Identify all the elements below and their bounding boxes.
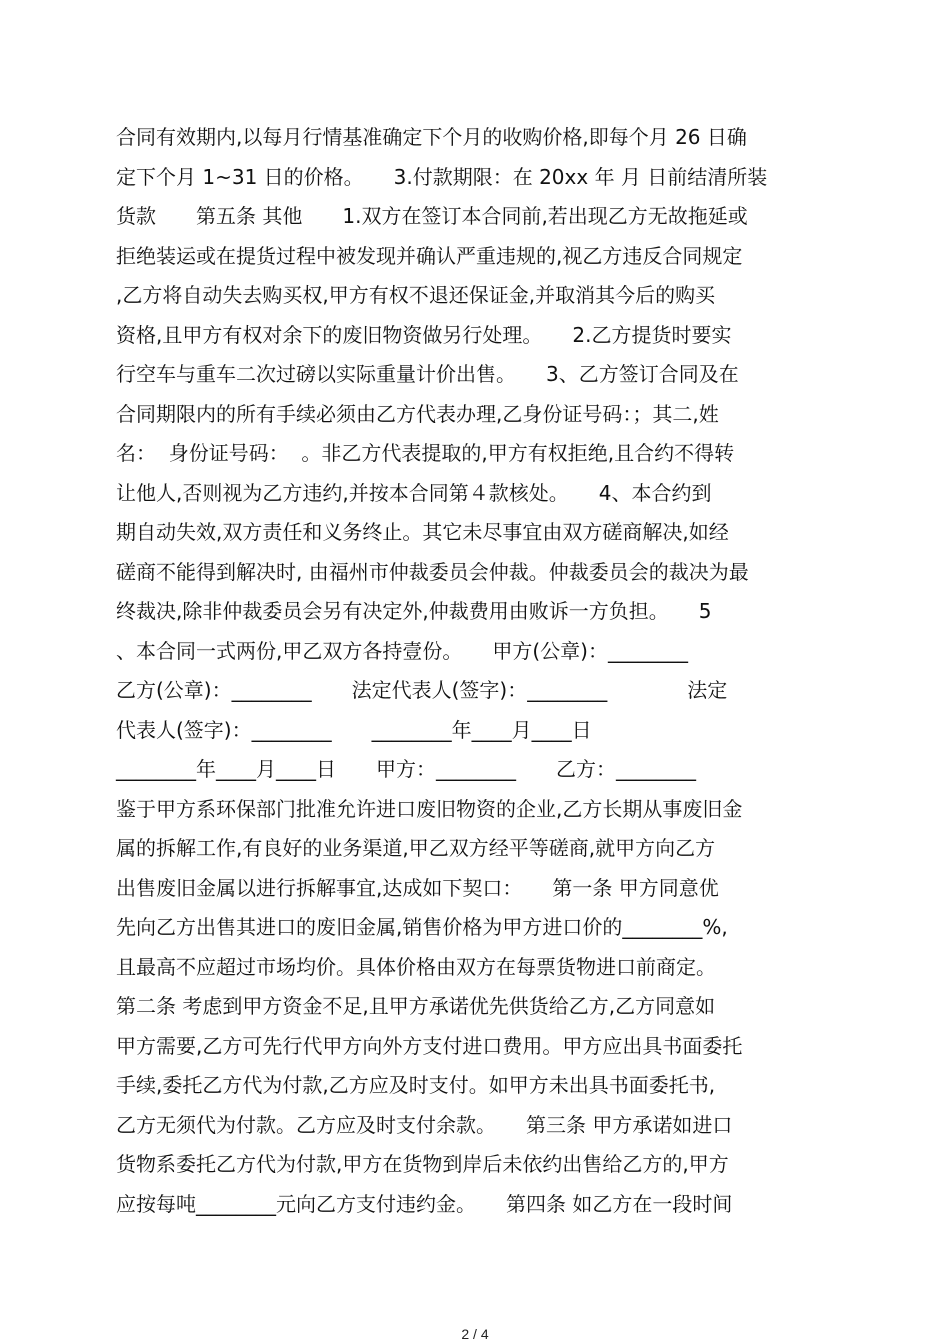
text-line: 乙方无须代为付款。乙方应及时支付余款。 第三条 甲方承诺如进口 — [116, 1112, 733, 1137]
text-line: 合同有效期内,以每月行情基准确定下个月的收购价格,即每个月 26 日确 — [116, 125, 747, 149]
text-line: 应按每吨________元向乙方支付违约金。 第四条 如乙方在一段时间 — [116, 1191, 733, 1216]
text-line: 代表人(签字)：________ ________年____月____日 — [116, 717, 592, 742]
text-line: 期自动失效,双方责任和义务终止。其它未尽事宜由双方磋商解决,如经 — [116, 520, 729, 544]
text-line: ,乙方将自动失去购买权,甲方有权不退还保证金,并取消其今后的购买 — [116, 283, 716, 307]
text-line: ________年____月____日 甲方：________ 乙方：________ — [116, 757, 696, 781]
text-line: 乙方(公章)：________ 法定代表人(签字)：________ 法定 — [116, 678, 728, 702]
page-number: 2 / 4 — [461, 1326, 489, 1342]
text-line: 先向乙方出售其进口的废旧金属,销售价格为甲方进口价的________%, — [116, 915, 728, 939]
text-line: 让他人,否则视为乙方违约,并按本合同第４款核处。 4、本合约到 — [116, 480, 712, 505]
text-line: 资格,且甲方有权对余下的废旧物资做另行处理。 2.乙方提货时要实 — [116, 322, 732, 347]
text-line: 手续,委托乙方代为付款,乙方应及时支付。如甲方未出具书面委托书, — [116, 1073, 716, 1097]
text-line: 合同期限内的所有手续必须由乙方代表办理,乙身份证号码：；其二,姓 — [116, 401, 719, 426]
text-line: 、本合同一式两份,甲乙双方各持壹份。 甲方(公章)：________ — [116, 638, 688, 663]
text-line: 且最高不应超过市场均价。具体价格由双方在每票货物进口前商定。 — [116, 954, 716, 979]
text-line: 鉴于甲方系环保部门批准允许进口废旧物资的企业,乙方长期从事废旧金 — [116, 796, 743, 821]
text-line: 终裁决,除非仲裁委员会另有决定外,仲裁费用由败诉一方负担。 5 — [116, 599, 712, 623]
text-line: 属的拆解工作,有良好的业务渠道,甲乙双方经平等磋商,就甲方向乙方 — [116, 836, 716, 860]
text-line: 拒绝装运或在提货过程中被发现并确认严重违规的,视乙方违反合同规定 — [116, 243, 743, 268]
text-line: 货款 第五条 其他 1.双方在签订本合同前,若出现乙方无故拖延或 — [116, 204, 748, 228]
text-line: 货物系委托乙方代为付款,甲方在货物到岸后未依约出售给乙方的,甲方 — [116, 1152, 729, 1176]
text-line: 磋商不能得到解决时, 由福州市仲裁委员会仲裁。仲裁委员会的裁决为最 — [116, 559, 749, 584]
document-body — [116, 118, 836, 1224]
text-line: 定下个月 1~31 日的价格。 3.付款期限：在 20xx 年 月 日前结清所装 — [116, 164, 768, 189]
text-line: 名： 身份证号码： 。非乙方代表提取的,甲方有权拒绝,且合约不得转 — [116, 441, 735, 465]
text-line: 第二条 考虑到甲方资金不足,且甲方承诺优先供货给乙方,乙方同意如 — [116, 994, 716, 1018]
text-line: 出售废旧金属以进行拆解事宜,达成如下契口： 第一条 甲方同意优 — [116, 875, 719, 900]
text-line: 行空车与重车二次过磅以实际重量计价出售。 3、乙方签订合同及在 — [116, 362, 739, 386]
text-line: 甲方需要,乙方可先行代甲方向外方支付进口费用。甲方应出具书面委托 — [116, 1033, 743, 1058]
